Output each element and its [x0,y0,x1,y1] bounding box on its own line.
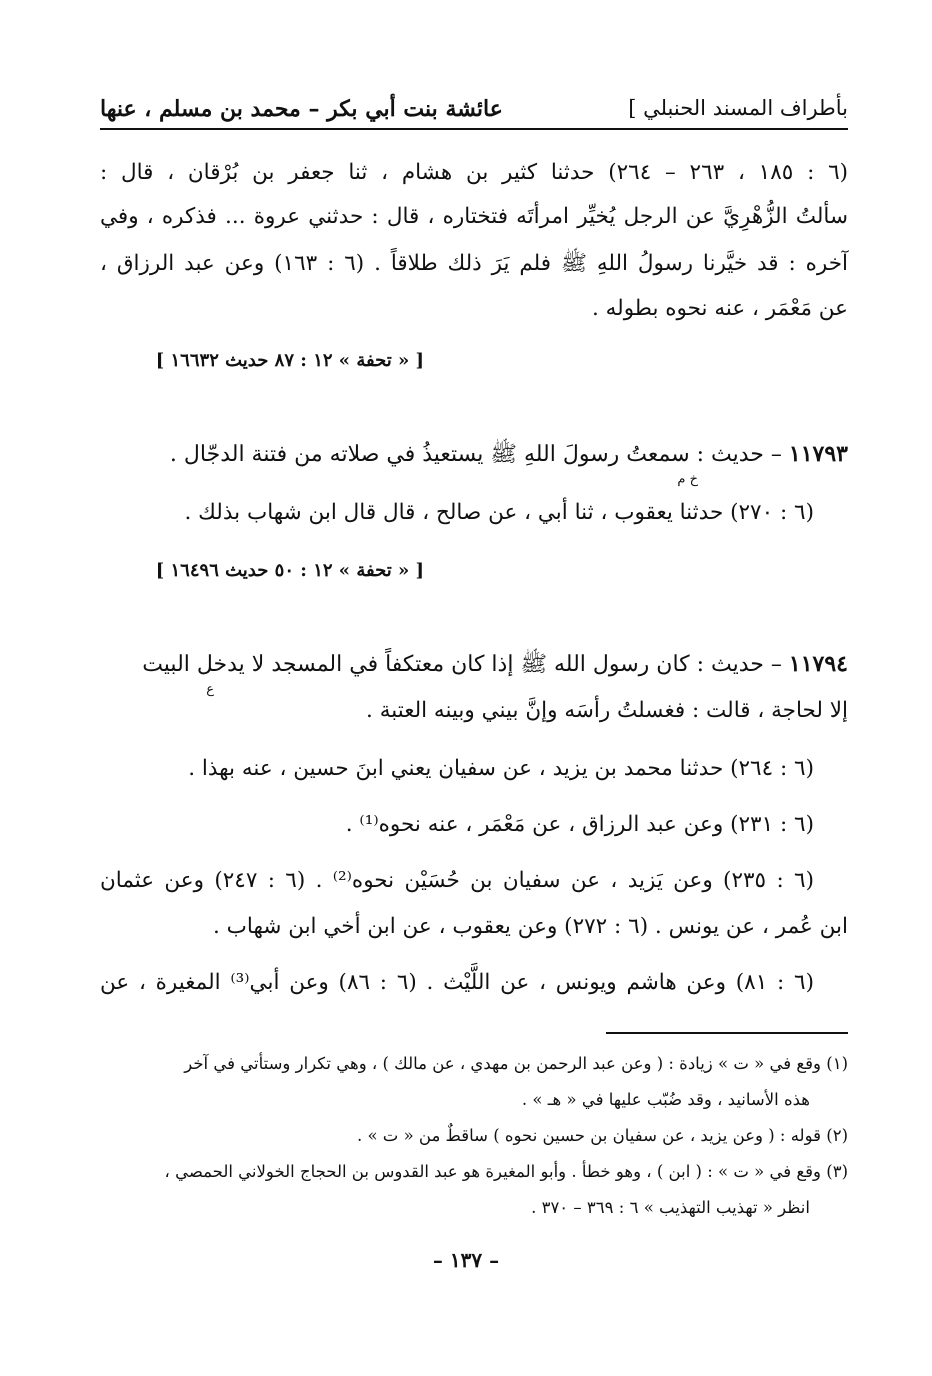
hadith-text: – حديث : سمعتُ رسولَ اللهِ ﷺ يستعيذُ في صلاته من فتنة الدجّال . [169,442,782,467]
hadith-number: ١١٧٩٣ [788,441,848,467]
text-line: (٦ : ٢٣١) وعن عبد الرزاق ، عن مَعْمَر ، عنه نحوه⁽¹⁾ . [345,812,814,837]
hadith-heading-11793 [170,440,848,472]
text-line: ابن عُمر ، عن يونس . (٦ : ٢٧٢) وعن يعقوب ، عن ابن أخي ابن شهاب . [212,914,848,939]
footnote: (٢) قوله : ( وعن يزيد ، عن سفيان بن حسين نحوه ) ساقطٌ من « ت » . [356,1126,848,1145]
source-mark: خ م [677,472,698,487]
tuhfa-reference: [ « تحفة » ١٢ : ٥٠ حديث ١٦٤٩٦ ] [155,560,424,581]
footnote: (٣) وقع في « ت » : ( ابن ) ، وهو خطأ . وأبو المغيرة هو عبد القدوس بن الحجاج الخولاني الحمصي ، [164,1162,848,1181]
text-line: (٦ : ٢٦٤) حدثنا محمد بن يزيد ، عن سفيان يعني ابنَ حسين ، عنه بهذا . [188,756,814,781]
footnote-continuation: هذه الأسانيد ، وقد ضُبّب عليها في « هـ » . [521,1090,810,1109]
tuhfa-reference: [ « تحفة » ١٢ : ٨٧ حديث ١٦٦٣٢ ] [155,350,424,371]
hadith-text: – حديث : كان رسول الله ﷺ إذا كان معتكفاً في المسجد لا يدخل البيت [142,652,782,677]
text-line: عن مَعْمَر ، عنه نحوه بطوله . [591,296,848,321]
text-line: آخره : قد خيَّرنا رسولُ اللهِ ﷺ فلم يَرَ ذلك طلاقاً . (٦ : ١٦٣) وعن عبد الرزاق ، [100,251,848,276]
footnote-continuation: انظر « تهذيب التهذيب » ٦ : ٣٦٩ – ٣٧٠ . [531,1198,810,1217]
footnote-separator [606,1032,848,1034]
source-mark: ع [206,682,214,697]
text-line: (٦ : ١٨٥ ، ٢٦٣ – ٢٦٤) حدثنا كثير بن هشام ، ثنا جعفر بن بُرْقان ، قال : [100,160,849,185]
text-line: (٦ : ٢٣٥) وعن يَزيد ، عن سفيان بن حُسَيْن نحوه⁽²⁾ . (٦ : ٢٤٧) وعن عثمان [100,868,814,893]
text-line: إلا لحاجة ، قالت : فغسلتُ رأسَه وإنَّ بيني وبينه العتبة . [366,698,848,723]
page-number: – ١٣٧ – [432,1248,500,1272]
text-line: (٦ : ٢٧٠) حدثنا يعقوب ، ثنا أبي ، عن صالح ، قال قال ابن شهاب بذلك . [184,500,814,525]
hadith-number: ١١٧٩٤ [788,651,848,677]
header-rule [100,128,848,130]
running-header-book-title: بأطراف المسند الحنبلي ] [628,96,848,120]
running-header-section-title: عائشة بنت أبي بكر – محمد بن مسلم ، عنها [100,96,503,122]
text-line: (٦ : ٨١) وعن هاشم ويونس ، عن اللَّيْث . (٦ : ٨٦) وعن أبي⁽³⁾ المغيرة ، عن [100,970,814,995]
hadith-heading-11794 [142,650,848,682]
footnote: (١) وقع في « ت » زيادة : ( وعن عبد الرحمن بن مهدي ، عن مالك ) ، وهي تكرار وستأتي في آخر [184,1054,848,1073]
text-line: سألتُ الزُّهْرِيَّ عن الرجل يُخيِّر امرأتَه فتختاره ، قال : حدثني عروة ... فذكره ، وفي [100,204,848,229]
